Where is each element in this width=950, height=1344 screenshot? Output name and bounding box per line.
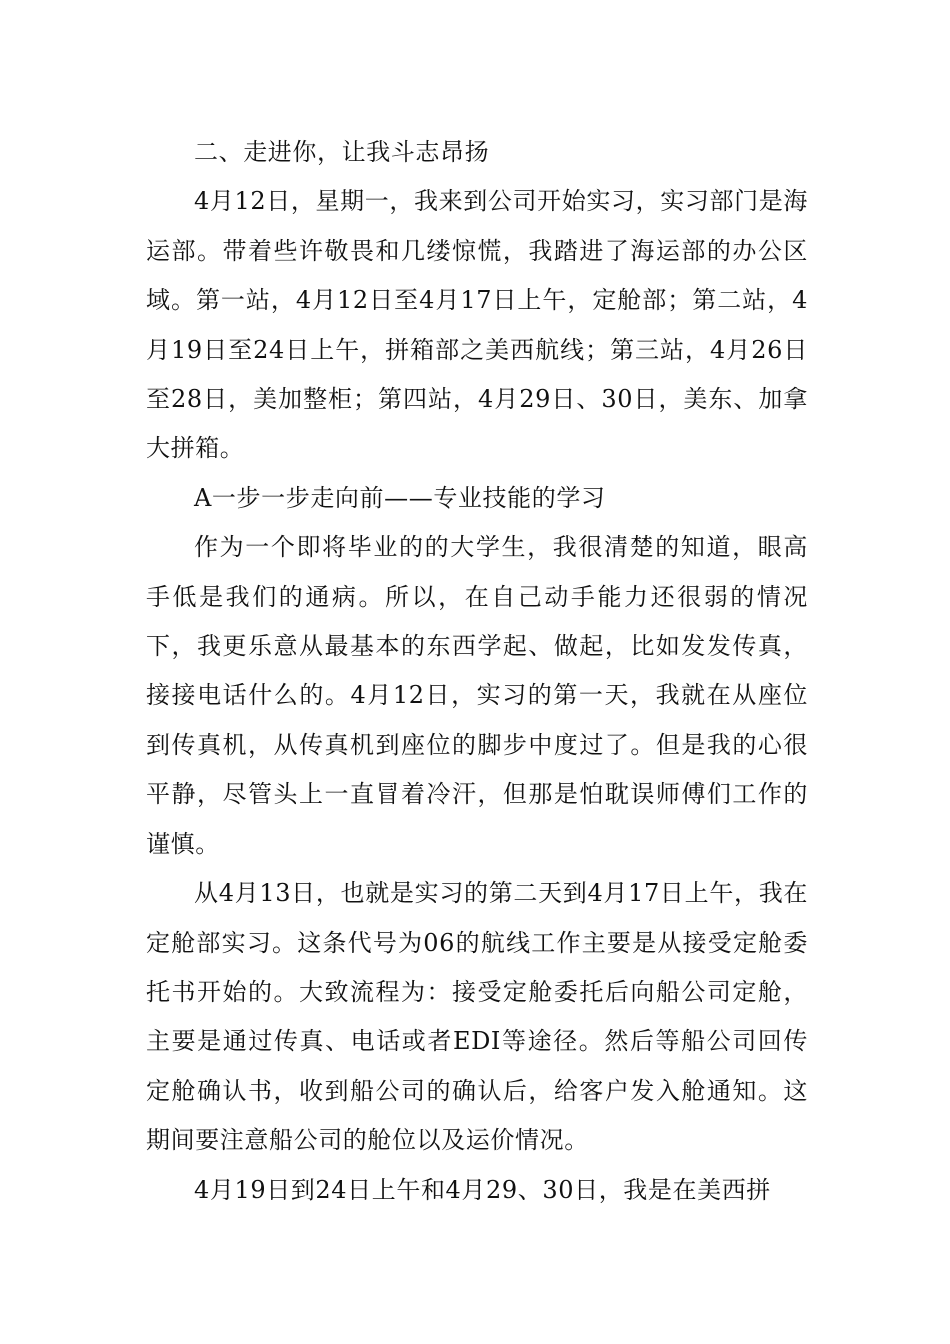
- section-heading: 二、走进你，让我斗志昂扬: [194, 138, 490, 166]
- document-page: [146, 128, 808, 1215]
- paragraph-west-coast-lcl: 4月19日到24日上午和4月29、30日，我是在美西拼: [194, 1175, 771, 1204]
- subheading-skills: A一步一步走向前——专业技能的学习: [194, 483, 606, 512]
- paragraph-internship-schedule: 4月12日，星期一，我来到公司开始实习，实习部门是海运部。带着些许敬畏和几缕惊慌，我踏进了海运部的办公区域。第一站，4月12日至4月17日上午，定舱部；第二站，4月19日至24日上午，拼箱部之美西航线；第三站，4月26日至28日，美加整柜；第四站，4月29日、30日，美东、加拿大拼箱。: [146, 187, 808, 463]
- paragraph-first-day: 作为一个即将毕业的的大学生，我很清楚的知道，眼高手低是我们的通病。所以，在自己动手能力还很弱的情况下，我更乐意从最基本的东西学起、做起，比如发发传真，接接电话什么的。4月12日，实习的第一天，我就在从座位到传真机，从传真机到座位的脚步中度过了。但是我的心很平静，尽管头上一直冒着冷汗，但那是怕耽误师傅们工作的谨慎。: [146, 533, 808, 858]
- paragraph-booking-department: 从4月13日，也就是实习的第二天到4月17日上午，我在定舱部实习。这条代号为06的航线工作主要是从接受定舱委托书开始的。大致流程为：接受定舱委托后向船公司定舱，主要是通过传真、电话或者EDI等途径。然后等船公司回传定舱确认书，收到船公司的确认后，给客户发入舱通知。这期间要注意船公司的舱位以及运价情况。: [146, 879, 808, 1155]
